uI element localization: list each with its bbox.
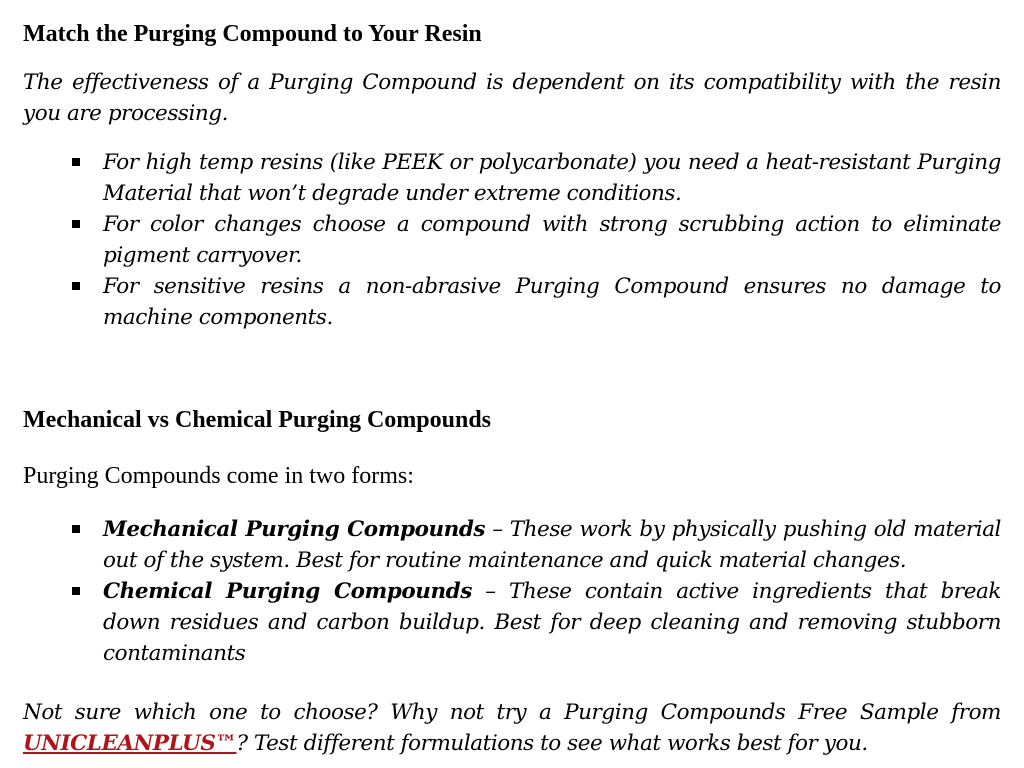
compound-type-description: – These contain active ingredients that break down residues and carbon buildup. Best for deep cleaning and removing stubborn contaminants: [103, 579, 1001, 666]
compound-type-description: – These work by physically pushing old material out of the system. Best for routine maintenance and quick material changes.: [103, 517, 1001, 573]
resin-tips-list: [23, 147, 1001, 333]
closing-paragraph: [23, 697, 1001, 759]
unicleanplus-link[interactable]: UNICLEANPLUS™: [23, 731, 237, 756]
resin-intro-paragraph: The effectiveness of a Purging Compound is dependent on its compatibility with the resin you are processing.: [23, 70, 1001, 126]
compound-type-term: Chemical Purging Compounds: [103, 579, 472, 604]
section-title-compound-types: Mechanical vs Chemical Purging Compounds: [23, 407, 492, 433]
section-title-resin-match: Match the Purging Compound to Your Resin: [23, 21, 482, 47]
closing-trail-text: ? Test different formulations to see what works best for you.: [236, 731, 868, 756]
compound-type-term: Mechanical Purging Compounds: [103, 517, 486, 542]
list-item-text: For sensitive resins a non-abrasive Purging Compound ensures no damage to machine components.: [103, 274, 1001, 330]
square-bullet-icon: [72, 587, 80, 595]
list-item: [23, 576, 1001, 669]
list-item: [23, 209, 1001, 271]
list-item: [23, 271, 1001, 333]
compound-forms-intro: Purging Compounds come in two forms:: [23, 463, 414, 489]
square-bullet-icon: [72, 220, 80, 228]
list-item: [23, 147, 1001, 209]
square-bullet-icon: [72, 282, 80, 290]
document-page: [23, 0, 1001, 768]
compound-types-list: [23, 514, 1001, 669]
list-item: [23, 514, 1001, 576]
square-bullet-icon: [72, 158, 80, 166]
list-item-text: For high temp resins (like PEEK or polycarbonate) you need a heat-resistant Purging Material that won’t degrade under extreme conditions.: [103, 150, 1001, 206]
closing-lead-text: Not sure which one to choose? Why not try a Purging Compounds Free Sample from: [23, 700, 1001, 725]
list-item-text: For color changes choose a compound with strong scrubbing action to eliminate pigment carryover.: [103, 212, 1001, 268]
square-bullet-icon: [72, 525, 80, 533]
